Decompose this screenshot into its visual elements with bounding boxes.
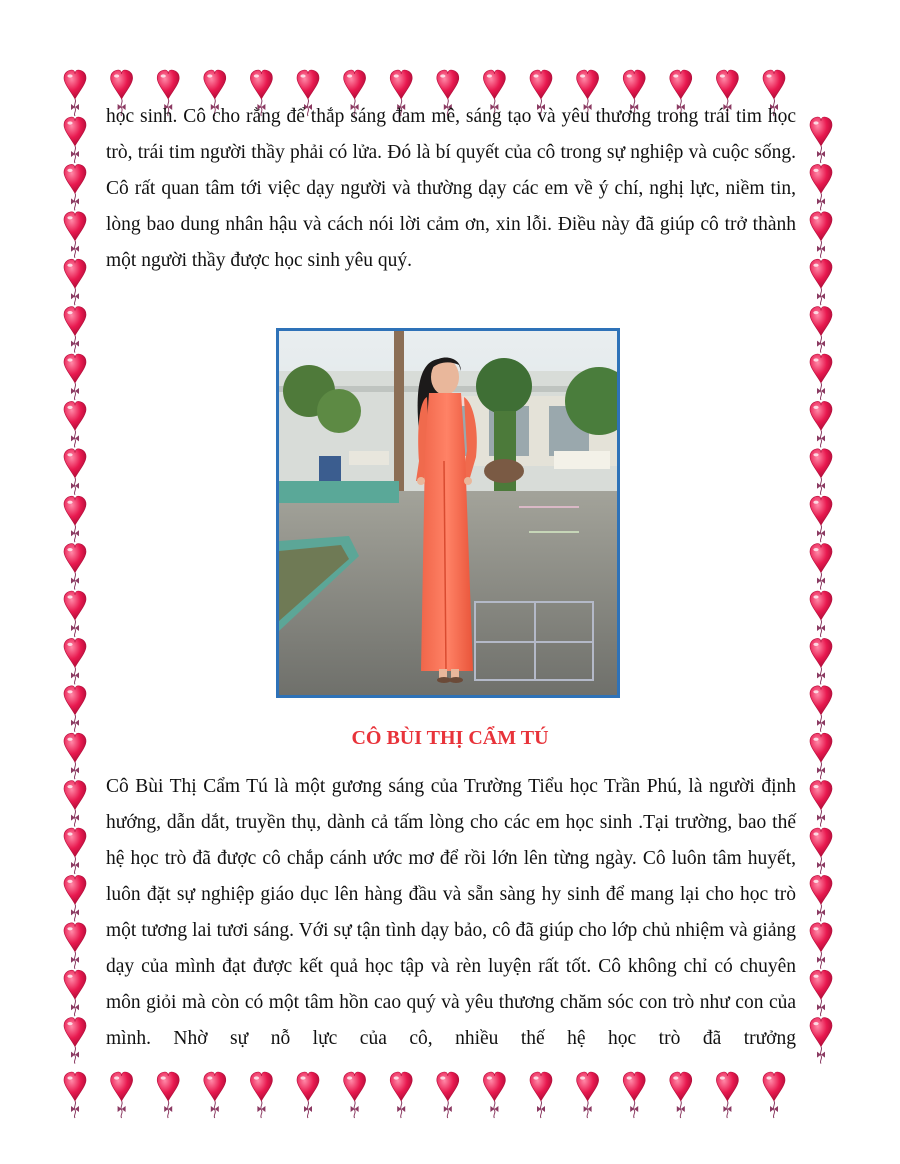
heart-balloon-icon — [810, 544, 832, 590]
teacher-photo — [276, 328, 620, 698]
heart-balloon-icon — [64, 307, 86, 353]
heart-balloon-icon — [810, 496, 832, 542]
heart-balloon-icon — [64, 970, 86, 1016]
heart-balloon-icon — [530, 1072, 552, 1118]
heart-balloon-icon — [64, 70, 86, 116]
teacher-portrait-image — [279, 331, 617, 695]
heart-balloon-icon — [64, 401, 86, 447]
heart-balloon-icon — [810, 354, 832, 400]
heart-balloon-icon — [64, 923, 86, 969]
heart-balloon-icon — [483, 1072, 505, 1118]
body-paragraph-2: Cô Bùi Thị Cẩm Tú là một gương sáng của Trường Tiểu học Trần Phú, là người định hướng, dẫn dắt, truyền thụ, dành cả tấm lòng cho các em học sinh .Tại trường, bao thế hệ học trò đã được cô chắp cánh ước mơ để rồi lớn lên từng ngày. Cô luôn tâm huyết, luôn đặt sự nghiệp giáo dục lên hàng đầu và sẵn sàng hy sinh để mang lại cho học trò một tương lai tươi sáng. Với sự tận tình dạy bảo, cô đã giúp cho lớp chủ nhiệm và giảng dạy của mình đạt được kết quả học tập và rèn luyện rất tốt. Cô không chỉ có chuyên môn giỏi mà còn có một tâm hồn cao quý và yêu thương chăm sóc con trò như con của mình. Nhờ sự nỗ lực của cô, nhiều thế hệ học trò đã trưởng — [106, 776, 796, 1049]
heart-balloon-icon — [64, 117, 86, 163]
border-left — [64, 117, 86, 1064]
heart-balloon-icon — [64, 1072, 86, 1118]
heart-balloon-icon — [810, 307, 832, 353]
heart-balloon-icon — [810, 828, 832, 874]
heart-balloon-icon — [344, 1072, 366, 1118]
heart-balloon-icon — [810, 686, 832, 732]
heart-balloon-icon — [810, 449, 832, 495]
heart-balloon-icon — [577, 1072, 599, 1118]
heart-balloon-icon — [204, 1072, 226, 1118]
heart-balloon-icon — [64, 781, 86, 827]
heart-balloon-icon — [297, 1072, 319, 1118]
heart-balloon-icon — [64, 544, 86, 590]
heart-balloon-icon — [716, 1072, 738, 1118]
heart-balloon-icon — [64, 496, 86, 542]
body-paragraph-1: học sinh. Cô cho rằng để thắp sáng đam mê, sáng tạo và yêu thương trong trái tim học trò, trái tim người thầy phải có lửa. Đó là bí quyết của cô trong sự nghiệp và cuộc sống. Cô rất quan tâm tới việc dạy người và thường dạy các em về ý chí, nghị lực, niềm tin, lòng bao dung nhân hậu và cách nói lời cảm ơn, xin lỗi. Điều này đã giúp cô trở thành một người thầy được học sinh yêu quý. — [106, 106, 796, 271]
heart-balloon-icon — [250, 1072, 272, 1118]
heart-balloon-icon — [810, 875, 832, 921]
heart-balloon-icon — [64, 686, 86, 732]
heart-balloon-icon — [810, 401, 832, 447]
heart-balloon-icon — [390, 1072, 412, 1118]
heart-balloon-icon — [810, 259, 832, 305]
heart-balloon-icon — [64, 875, 86, 921]
heart-balloon-icon — [111, 1072, 133, 1118]
border-bottom — [64, 1072, 785, 1118]
heart-balloon-icon — [810, 591, 832, 637]
heart-balloon-icon — [623, 1072, 645, 1118]
heart-balloon-icon — [64, 591, 86, 637]
heart-balloon-icon — [810, 212, 832, 258]
heart-balloon-icon — [810, 638, 832, 684]
heart-balloon-icon — [64, 1018, 86, 1064]
heart-balloon-icon — [64, 828, 86, 874]
heart-balloon-icon — [810, 164, 832, 210]
heart-balloon-icon — [157, 1072, 179, 1118]
heart-balloon-icon — [64, 212, 86, 258]
heart-balloon-icon — [64, 354, 86, 400]
heart-balloon-icon — [810, 781, 832, 827]
heart-balloon-icon — [810, 1018, 832, 1064]
heart-balloon-icon — [763, 1072, 785, 1118]
border-right — [810, 117, 832, 1064]
heart-balloon-icon — [64, 259, 86, 305]
heart-balloon-icon — [64, 638, 86, 684]
heart-balloon-icon — [670, 1072, 692, 1118]
photo-caption: CÔ BÙI THỊ CẨM TÚ — [351, 727, 549, 749]
heart-balloon-icon — [64, 164, 86, 210]
heart-balloon-icon — [64, 449, 86, 495]
heart-balloon-icon — [810, 970, 832, 1016]
heart-balloon-icon — [810, 923, 832, 969]
heart-balloon-icon — [810, 117, 832, 163]
heart-balloon-icon — [437, 1072, 459, 1118]
